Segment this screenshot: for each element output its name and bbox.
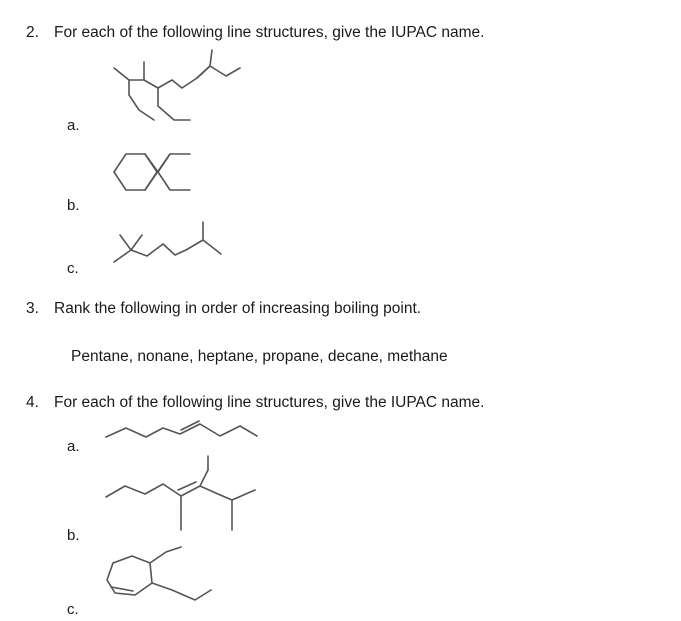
question-text: For each of the following line structures, give the IUPAC name.	[54, 394, 485, 411]
part-label: c.	[67, 601, 79, 618]
question-number: 4.	[26, 394, 39, 411]
question-text: For each of the following line structures, give the IUPAC name.	[54, 24, 485, 41]
part-label: b.	[67, 197, 80, 214]
part-label: c.	[67, 260, 79, 277]
question-number: 3.	[26, 300, 39, 317]
part-label: a.	[67, 117, 80, 134]
part-label: a.	[67, 438, 80, 455]
question-text: Rank the following in order of increasing boiling point.	[54, 300, 422, 317]
compound-list: Pentane, nonane, heptane, propane, decane, methane	[71, 348, 448, 365]
part-label: b.	[67, 527, 80, 544]
question-number: 2.	[26, 24, 39, 41]
